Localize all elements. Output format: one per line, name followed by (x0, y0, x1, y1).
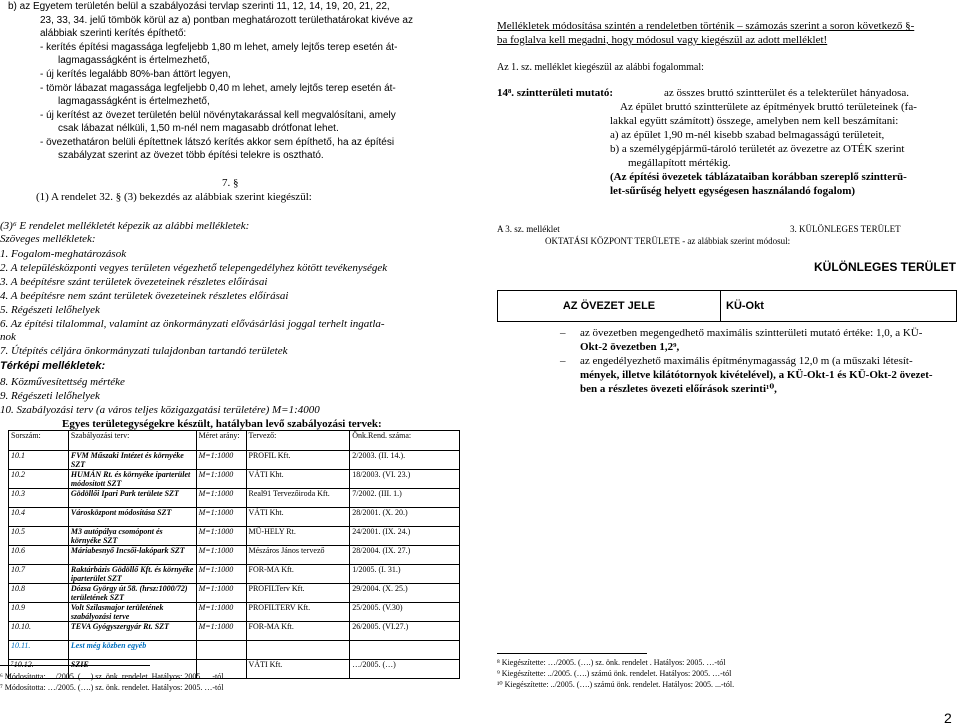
right-note (497, 19, 957, 47)
section-text: (1) A rendelet 32. § (3) bekezdés az alábbiak szerint kiegészül: (36, 191, 312, 203)
annex-heading: Térképi mellékletek: (0, 360, 106, 372)
def-line: a) az épület 1,90 m-nél kisebb szabad belmagasságú területeit, (610, 129, 885, 141)
table-cell: 24/2001. (IX. 24.) (350, 527, 460, 546)
table-cell: Gödöllői Ipari Park területe SZT (68, 489, 196, 508)
table-row (9, 603, 460, 622)
table-row (9, 622, 460, 641)
bullet-line: mények, illetve kilátótornyok kivételével), a KÜ-Okt-1 és KÜ-Okt-2 övezet- (580, 369, 933, 381)
table-cell: Dózsa György út 58. (hrsz:1000/72) területének SZT (68, 584, 196, 603)
page-number: 2 (944, 710, 952, 726)
table-cell: M=1:1000 (196, 508, 246, 527)
table-cell: 10.10. (9, 622, 69, 641)
annex-item: 8. Közművesítettség mértéke (0, 376, 125, 388)
para-line: - kerítés építési magassága legfeljebb 1,80 m lehet, amely lejtős terep esetén át- (40, 42, 398, 53)
table-row (9, 451, 460, 470)
table-cell: FOR-MA Kft. (246, 565, 350, 584)
table-cell: PROFILTerv Kft. (246, 584, 350, 603)
table-cell: 10.9 (9, 603, 69, 622)
left-footnote-rule (0, 665, 150, 666)
left-footnote: ⁷ Módosította: …/2005. (….) sz. önk. rendelet. Hatályos: 2005. …-tól (0, 683, 224, 692)
table-row (9, 641, 460, 660)
table-cell: Lest még közben egyéb (68, 641, 196, 660)
table-cell: 26/2005. (VI.27.) (350, 622, 460, 641)
def-line: (Az építési övezetek táblázataiban korábban szereplő szintterü- (610, 171, 907, 183)
para-line: alábbiak szerinti kerítés építhető: (40, 28, 187, 39)
annex-item: 9. Régészeti lelőhelyek (0, 390, 100, 402)
right-note-line: Mellékletek módosítása szintén a rendeletben történik – számozás szerint a soron következő §- (497, 20, 915, 32)
right-note-line: ba foglalva kell megadni, hogy módosul vagy kiegészül az adott melléklet! (497, 34, 828, 46)
para-line: csak lábazat nélküli, 1,50 m-nél nem magasabb drótfonat lehet. (58, 123, 339, 134)
table-cell: M=1:1000 (196, 565, 246, 584)
table-cell: PROFIL Kft. (246, 451, 350, 470)
table-cell: 1/2005. (I. 31.) (350, 565, 460, 584)
bullet-line: Okt-2 övezetben 1,2⁹, (580, 341, 680, 353)
table-row (9, 546, 460, 565)
table-cell: 10.8 (9, 584, 69, 603)
table-cell: 10.3 (9, 489, 69, 508)
annex3-subtitle: OKTATÁSI KÖZPONT TERÜLETE - az alábbiak szerint módosul: (545, 236, 791, 246)
table-header: Önk.Rend. száma: (350, 431, 460, 451)
table-cell: M3 autópálya csomópont és környéke SZT (68, 527, 196, 546)
zone-box-right: KÜ-Okt (726, 300, 764, 312)
annex3-label: A 3. sz. melléklet (497, 224, 560, 234)
table-cell: Volt Szilasmajor területének szabályozási terve (68, 603, 196, 622)
zone-box (497, 290, 957, 322)
table-header: Méret arány: (196, 431, 246, 451)
table-cell: M=1:1000 (196, 489, 246, 508)
table-cell: M=1:1000 (196, 451, 246, 470)
table-cell: VÁTI Kft. (246, 660, 350, 679)
table-row (9, 470, 460, 489)
table-row (9, 508, 460, 527)
table-cell: 18/2003. (VI. 23.) (350, 470, 460, 489)
annex-item: nok (0, 331, 16, 343)
table-caption: Egyes területegységekre készült, hatályban levő szabályozási tervek: (62, 418, 382, 430)
bullet-dash: – (560, 327, 566, 339)
para-line: - új kerítés legalább 80%-ban áttört legyen, (40, 69, 231, 80)
bullet-line: az övezetben megengedhető maximális szintterületi mutató értéke: 1,0, a KÜ- (580, 327, 923, 339)
definition-term: 14⁸. szintterületi mutató: (497, 87, 614, 99)
table-cell: Máriabesnyő Incsői-lakópark SZT (68, 546, 196, 565)
right-footnote: ¹⁰ Kiegészítette: ../2005. (….) számú önk. rendelet. Hatályos: 2005. ...-tól. (497, 680, 735, 689)
annex-item: 1. Fogalom-meghatározások (0, 248, 127, 260)
table-cell: SZIE (68, 660, 196, 679)
table-cell: …/2005. (…) (350, 660, 460, 679)
annex-item: 3. A beépítésre szánt területek övezeteinek részletes előírásai (0, 276, 268, 288)
annex-item: 2. A településközponti vegyes területen végezhető telepengedélyhez kötött tevékenységek (0, 262, 388, 274)
bullet-line: ben a részletes övezeti előírások szerinti¹⁰, (580, 383, 777, 395)
def-line: lakkal együtt számított) összege, amelyben nem kell beszámítani: (610, 115, 899, 127)
table-cell: 10.7 (9, 565, 69, 584)
para-line: lagmagasságként is értelmezhető, (58, 96, 210, 107)
table-row (9, 527, 460, 546)
definition-text: az összes bruttó szintterület és a telekterület hányadosa. (664, 87, 909, 99)
table-row (9, 565, 460, 584)
table-cell: 10.1 (9, 451, 69, 470)
def-line: megállapított mértékig. (628, 157, 731, 169)
table-cell: 10.6 (9, 546, 69, 565)
para-line: - övezethatáron belüli építettnek látszó kerítés akkor sem építhető, ha az építési (40, 137, 395, 148)
table-cell: VÁTI Kht. (246, 508, 350, 527)
table-cell: 28/2004. (IX. 27.) (350, 546, 460, 565)
table-cell: 10.11. (9, 641, 69, 660)
right-footnote-rule (497, 653, 647, 654)
plans-table (8, 430, 460, 679)
table-cell: Real91 Tervezőiroda Kft. (246, 489, 350, 508)
annex-item: 7. Útépítés céljára önkormányzati tulajdonban tartandó területek (0, 345, 288, 357)
annex-item: 6. Az építési tilalommal, valamint az önkormányzati elővásárlási joggal terhelt ingatla- (0, 318, 385, 330)
table-cell: M=1:1000 (196, 603, 246, 622)
annex-item: 5. Régészeti lelőhelyek (0, 304, 100, 316)
table-cell: M=1:1000 (196, 622, 246, 641)
table-cell: 2/2003. (II. 14.). (350, 451, 460, 470)
annex1-intro: Az 1. sz. melléklet kiegészül az alábbi fogalommal: (497, 62, 704, 73)
annex-item: 4. A beépítésre nem szánt területek övezeteinek részletes előírásai (0, 290, 289, 302)
def-line: let-sűrűség helyett egységesen használandó fogalom) (610, 185, 856, 197)
table-cell: TEVA Gyógyszergyár Rt. SZT (68, 622, 196, 641)
table-cell: VÁTI Kht. (246, 470, 350, 489)
table-cell: 29/2004. (X. 25.) (350, 584, 460, 603)
para-line: - új kerítést az övezet területén belül növénytakarással kell megvalósítani, amely (40, 110, 396, 121)
table-cell: Városközpont módosítása SZT (68, 508, 196, 527)
table-cell: Raktárbázis Gödöllő Kft. és környéke iparterület SZT (68, 565, 196, 584)
table-cell: M=1:1000 (196, 527, 246, 546)
def-line: b) a személygépjármű-tároló területét az övezetre az OTÉK szerint (610, 143, 905, 155)
section-number: 7. § (222, 177, 239, 189)
left-footnote: ⁶ Módosította: …/2005. (….) sz. önk. rendelet. Hatályos: 2005. …-tól (0, 672, 224, 681)
table-cell (350, 641, 460, 660)
annex3-title: 3. KÜLÖNLEGES TERÜLET (790, 224, 901, 234)
table-cell: 28/2001. (X. 20.) (350, 508, 460, 527)
para-line: szabályzat szerint az övezet több építési telekre is osztható. (58, 150, 324, 161)
para-line: - tömör lábazat magassága legfeljebb 0,40 m lehet, amely lejtős terep esetén át- (40, 83, 396, 94)
right-footnote: ⁹ Kiegészítette: ../2005. (….) számú önk. rendelet. Hatályos: 2005. …-tól (497, 669, 732, 678)
annex-intro: (3)⁶ E rendelet mellékletét képezik az alábbi mellékletek: (0, 220, 250, 232)
table-cell: M=1:1000 (196, 584, 246, 603)
table-cell: ⁷10.12. (9, 660, 69, 679)
zone-box-left: AZ ÖVEZET JELE (498, 291, 721, 321)
table-cell: FVM Műszaki Intézet és környéke SZT (68, 451, 196, 470)
table-cell: PROFILTERV Kft. (246, 603, 350, 622)
def-line: Az épület bruttó szintterülete az építmények bruttó területeinek (fa- (620, 101, 917, 113)
table-cell: M=1:1000 (196, 470, 246, 489)
table-cell: M=1:1000 (196, 546, 246, 565)
table-cell: 10.5 (9, 527, 69, 546)
para-line: 23, 33, 34. jelű tömbök körül az a) pontban meghatározott területhatárokat kivéve az (40, 15, 413, 26)
special-area-title: KÜLÖNLEGES TERÜLET (814, 260, 957, 274)
bullet-line: az engedélyezhető maximális építménymagasság 12,0 m (a műszaki létesít- (580, 355, 913, 367)
table-cell: HUMÁN Rt. és környéke iparterület módosított SZT (68, 470, 196, 489)
table-cell: FOR-MA Kft. (246, 622, 350, 641)
table-row (9, 489, 460, 508)
table-cell: 10.4 (9, 508, 69, 527)
plans-table-wrap (8, 430, 460, 679)
table-cell: 10.2 (9, 470, 69, 489)
table-header-row (9, 431, 460, 451)
bullet-dash: – (560, 355, 566, 367)
table-cell (196, 641, 246, 660)
table-cell: MŰ-HELY Rt. (246, 527, 350, 546)
para-line: b) az Egyetem területén belül a szabályozási tervlap szerinti 11, 12, 14, 19, 20, 21, 22, (8, 1, 390, 12)
table-cell: 7/2002. (III. 1.) (350, 489, 460, 508)
table-cell: Mészáros János tervező (246, 546, 350, 565)
table-row (9, 584, 460, 603)
table-header: Szabályozási terv: (68, 431, 196, 451)
table-cell: 25/2005. (V.30) (350, 603, 460, 622)
annex-item: 10. Szabályozási terv (a város teljes közigazgatási területére) M=1:4000 (0, 404, 320, 416)
right-footnote: ⁸ Kiegészítette: …/2005. (….) sz. önk. rendelet . Hatályos: 2005. …-tól (497, 658, 726, 667)
table-header: Sorszám: (9, 431, 69, 451)
table-header: Tervező: (246, 431, 350, 451)
table-cell (246, 641, 350, 660)
annex-heading: Szöveges mellékletek: (0, 233, 96, 245)
para-line: lagmagasságként is értelmezhető, (58, 55, 210, 66)
